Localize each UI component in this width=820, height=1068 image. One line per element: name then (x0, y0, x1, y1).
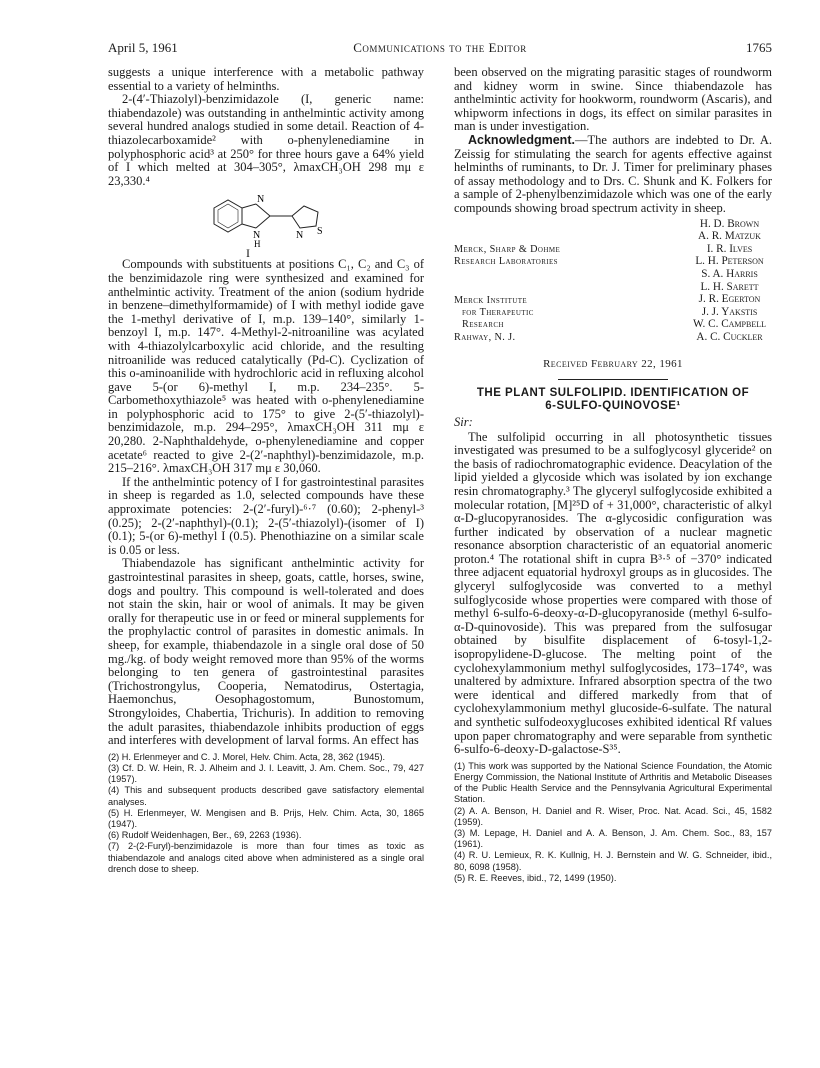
affiliation-line: Merck, Sharp & Dohme (454, 243, 561, 255)
right-column (454, 66, 772, 1050)
left-column (108, 66, 424, 1050)
article-title (454, 387, 772, 413)
author-name: W. C. Campbell (693, 318, 766, 331)
atom-n-top: N (257, 194, 265, 206)
author-name: I. R. Ilves (706, 242, 753, 255)
author-block (454, 218, 772, 358)
affiliation-line: Merck Institute (454, 294, 528, 306)
author-name: H. D. Brown (699, 217, 760, 230)
affiliation-line: Rahway, N. J. (454, 331, 516, 343)
author-name: L. H. Peterson (695, 255, 764, 268)
paragraph: suggests a unique interference with a metabolic pathway essential to a variety of helminths. (108, 66, 424, 93)
author-name: J. R. Egerton (698, 293, 761, 306)
paragraph: Thiabendazole has significant anthelmintic activity for gastrointestinal parasites in sheep, goats, cattle, horses, swine, dogs and poultry. This compound is well-tolerated and does not stain the skin, hair or wool of animals. It may be given orally for therapeutic use in or feed or mineral supplements for the prophylactic control of parasites in domestic animals. In sheep, for example, thiabendazole in a single oral dose of 50 mg./kg. of body weight removed more than 95% of the worms belonging to ten genera of gastrointestinal parasites (Trichostrongylus, Cooperia, Nematodirus, Ostertagia, Haemonchus, Oesophagostomum, Bunostomum, Strongyloides, Chabertia, Trichuris). In addition to removing the adult parasites, thiabendazole inhibits production of eggs and interferes with development of larval forms. An effect has (108, 556, 424, 748)
acknowledgment (454, 134, 772, 216)
footnote: (2) H. Erlenmeyer and C. J. Morel, Helv. Chim. Acta, 28, 362 (1945). (108, 751, 386, 762)
footnote: (3) Cf. D. W. Hein, R. J. Alheim and J. I. Leavitt, J. Am. Chem. Soc., 79, 427 (1957). (108, 762, 424, 785)
atom-n-thiazole: N (296, 230, 304, 242)
footnote: (2) A. A. Benson, H. Daniel and R. Wiser, Proc. Nat. Acad. Sci., 45, 1582 (1959). (454, 805, 772, 827)
page-header (108, 40, 772, 62)
author-name: S. A. Harris (701, 267, 758, 280)
footnote: (1) This work was supported by the National Science Foundation, the Atomic Energy Commission, the National Institute of Arthritis and Metabolic Diseases of the Public Health Service and the Pennsylvania Agricultural Experimental Station. (454, 760, 772, 805)
paragraph: been observed on the migrating parasitic stages of roundworm and kidney worm in swine. Since thiabendazole has anthelmintic activity for hookworm, roundworm (Ascaris), and whipworm infections in dogs, its effect on similar parasites in man is under investigation. (454, 66, 772, 134)
atom-nh: N (253, 230, 261, 242)
paragraph: Compounds with substituents at positions C₁, C₂ and C₃ of the benzimidazole ring were synthesized and examined for anthelmintic activity. Treatment of the anion (sodium hydride in benzene–dimethylformamide) of I with methyl iodide gave the 1-methyl derivative of I, m.p. 139–140°, similarly 1-benzoyl I, m.p. 147°. 4-Methyl-2-nitroaniline was acylated with 4-thiazolylcarboxylic acid chloride, and the resulting nitroanilide was reduced catalytically (Pd-C). Cyclization of this o-aminoanilide with hydrochloric acid in refluxing alcohol gave 5-(or 6)-methyl I, m.p. 234–235°. 5-Carbomethoxythiazole⁵ was heated with o-phenylenediamine in polyphosphoric acid to 175° to give 2-(5′-thiazolyl)-benzimidazole, m.p. 294–295°, λmaxCH₃OH 311 mμ ε 20,280. 2-Naphthaldehyde, o-phenylenediamine and copper acetate⁶ reacted to give 2-(2′-naphthyl)-benzimidazole, m.p. 215–216°. λmaxCH₃OH 317 mμ ε 30,060. (108, 257, 424, 476)
paragraph: 2-(4′-Thiazolyl)-benzimidazole (I, generic name: thiabendazole) was outstanding in anthelmintic activity among several hundred analogs studied in some detail. Reaction of 4-thiazolecarboxamide² with o-phenylenediamine in polyphosphoric acid³ at 250° for three hours gave a 64% yield of I which melted at 304–305°, λmaxCH₃OH 298 mμ ε 23,330.⁴ (108, 92, 424, 188)
footnote: (7) 2-(2-Furyl)-benzimidazole is more than four times as toxic as thiabendazole and analogs cited above when administered as a single oral drench dose to sheep. (108, 841, 424, 874)
affiliation-line: for Therapeutic (462, 306, 534, 318)
article-title-line: THE PLANT SULFOLIPID. IDENTIFICATION OF (476, 386, 750, 399)
header-date: April 5, 1961 (108, 40, 178, 55)
section-divider (558, 379, 668, 380)
right-footnotes (454, 761, 772, 884)
footnote: (4) This and subsequent products described gave satisfactory elemental analyses. (108, 785, 424, 807)
footnote: (6) Rudolf Weidenhagen, Ber., 69, 2263 (1936). (108, 830, 302, 841)
atom-h: H (254, 239, 261, 249)
affiliation-merck-sharp-dohme (454, 244, 560, 269)
affiliation-merck-institute (454, 295, 534, 345)
footnote: (3) M. Lepage, H. Daniel and A. A. Benson, J. Am. Chem. Soc., 83, 157 (1961). (454, 828, 772, 850)
author-name: L. H. Sarett (700, 280, 759, 293)
footnote: (5) R. E. Reeves, ibid., 72, 1499 (1950). (454, 872, 617, 883)
left-footnotes (108, 752, 424, 875)
paragraph: If the anthelmintic potency of I for gastrointestinal parasites in sheep is regarded as 1.0, selected compounds have these approximate potencies: 2-(2′-furyl)-⁶·⁷ (0.60); 2-phenyl-³ (0.25); 2-(2′-naphthyl)-(0.1); 2-(5′-thiazolyl)-(isomer of I) (0.1); 5-(or 6)-methyl I (0.5). Phenothiazine on a similar scale is 0.05 or less. (108, 474, 424, 557)
atom-s: S (317, 226, 323, 238)
author-name: A. C. Cuckler (696, 330, 763, 343)
affiliation-line: Research (462, 319, 504, 331)
acknowledgment-text: —The authors are indebted to Dr. A. Zeissig for stimulating the search for agents effective against helminths of ruminants, to Dr. J. Timer for preliminary phases of assay methodology and to Drs. C. Shunk and K. Folkers for a sample of 2-phenylbenzimidazole which was one of the early compounds showing broad spectrum activity in sheep. (454, 132, 772, 215)
article-title-line: 6-SULFO-QUINOVOSE¹ (545, 399, 681, 412)
received-date: Received February 22, 1961 (543, 357, 683, 370)
paragraph: The sulfolipid occurring in all photosynthetic tissues investigated was presumed to be a sulfoglycosyl glyceride² on the basis of radiochromatographic evidence. Deacylation of the lipid yielded a glycoside which was isolated by ion exchange resin chromatography.³ The glyceryl sulfoglycoside exhibited a molecular rotation, [M]²⁵D of + 31,000°, characteristic of alkyl α-D-glucopyranosides. The α-glycosidic configuration was further indicated by observation of a nuclear magnetic resonance absorption characteristic of an equatorial anomeric proton.⁴ The rotational shift in cupra B³·⁵ of −370° indicated three adjacent equatorial hydroxyl groups as in glucosides. The glyceryl sulfoglycoside was converted to a methyl sulfoglycoside whose properties were compared with those of methyl 6-sulfo-6-deoxy-α-D-glucopyranoside (methyl 6-sulfo-α-D-quinovoside). This was prepared from the sulfosugar obtained by bisulfite displacement of 6-tosyl-1,2-isopropylidene-D-glucose. The melting point of the cyclohexylammonium methyl sulfoglycosides, 173–174°, was unaltered by admixture. Infrared absorption spectra of the two were identical and differed markedly from that of cyclohexylammonium methyl glucoside-6-sulfate. The natural and synthetic sulfodeoxyglucoses exhibited identical Rf values upon paper chromatography and were separable from synthetic 6-sulfo-6-deoxy-D-galactose-S³⁵. (454, 429, 772, 757)
author-name: A. R. Matzuk (698, 230, 761, 243)
header-section: Communications to the Editor (353, 40, 527, 55)
header-page-number: 1765 (746, 40, 772, 55)
author-list (693, 218, 766, 344)
structure-label: I (246, 246, 250, 261)
affiliation-line: Research Laboratories (454, 255, 558, 267)
footnote: (4) R. U. Lemieux, R. K. Kullnig, H. J. Bernstein and W. G. Schneider, ibid., 80, 6098 (1958). (454, 850, 772, 872)
footnote: (5) H. Erlenmeyer, W. Mengisen and B. Prijs, Helv. Chim. Acta, 30, 1865 (1947). (108, 807, 424, 829)
two-column-body (108, 66, 772, 1050)
salutation: Sir: (454, 414, 473, 429)
acknowledgment-heading: Acknowledgment. (468, 132, 575, 147)
chemical-structure-diagram (200, 190, 400, 248)
author-name: J. J. Yakstis (701, 305, 758, 318)
thiabendazole-structure (108, 190, 424, 261)
